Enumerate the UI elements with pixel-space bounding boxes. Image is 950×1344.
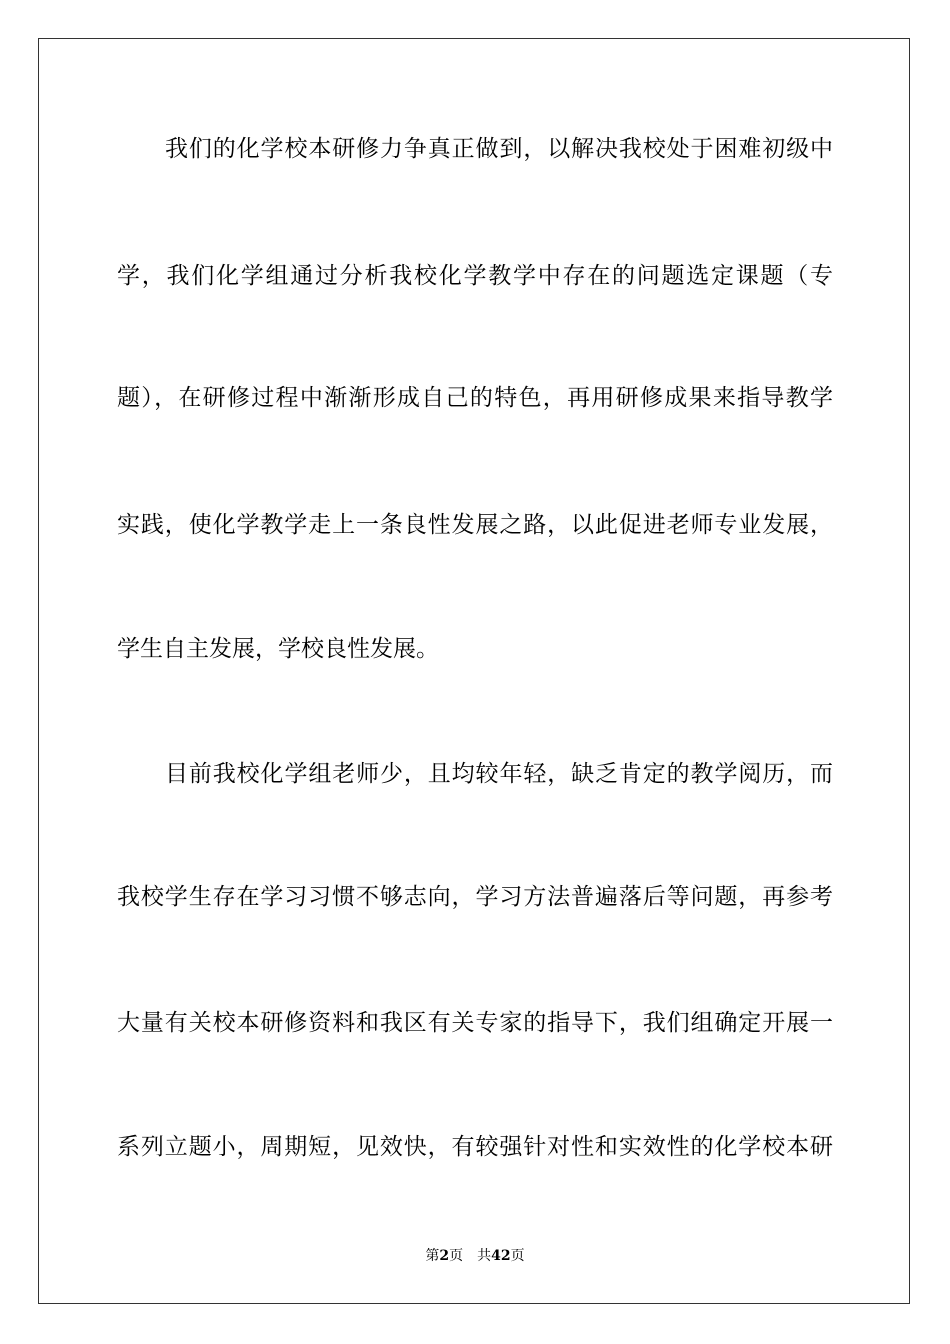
total-suffix: 页	[510, 1248, 525, 1264]
paragraph-1-line-1: 我们的化学校本研修力争真正做到，以解决我校处于困难初级中	[165, 136, 833, 162]
page-prefix: 第	[425, 1248, 440, 1264]
total-pages: 42	[491, 1248, 511, 1264]
page-footer	[0, 1246, 950, 1266]
paragraph-2-line-4: 系列立题小，周期短，见效快，有较强针对性和实效性的化学校本研	[117, 1134, 833, 1160]
page-suffix: 页	[449, 1248, 464, 1264]
paragraph-2-line-1: 目前我校化学组老师少，且均较年轻，缺乏肯定的教学阅历，而	[165, 761, 833, 787]
paragraph-2-line-2: 我校学生存在学习习惯不够志向，学习方法普遍落后等问题，再参考	[117, 884, 833, 910]
page-border	[38, 38, 910, 1304]
paragraph-1-line-4: 实践，使化学教学走上一条良性发展之路，以此促进老师专业发展，	[117, 512, 833, 538]
paragraph-1-line-2: 学，我们化学组通过分析我校化学教学中存在的问题选定课题（专	[117, 263, 833, 289]
paragraph-2-line-3: 大量有关校本研修资料和我区有关专家的指导下，我们组确定开展一	[117, 1010, 833, 1036]
total-prefix: 共	[477, 1248, 492, 1264]
paragraph-1-line-3: 题），在研修过程中渐渐形成自己的特色，再用研修成果来指导教学	[117, 385, 833, 411]
paragraph-1-line-5: 学生自主发展，学校良性发展。	[117, 636, 439, 662]
page-number: 2	[439, 1248, 450, 1264]
